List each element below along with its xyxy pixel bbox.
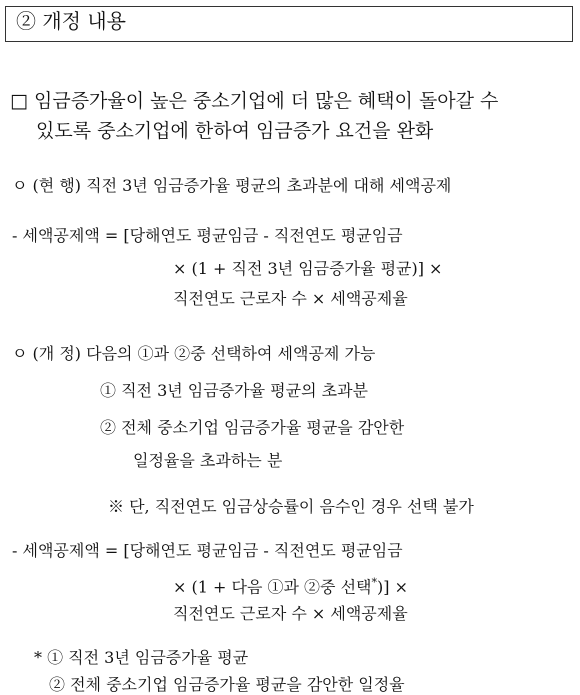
- footnote-marker: *: [371, 576, 377, 589]
- footnote-1: * ① 직전 3년 임금증가율 평균: [34, 648, 249, 667]
- formula-revised-2: [173, 573, 408, 597]
- formula-revised-2-main: × (1 + 다음 ①과 ②중 선택: [173, 577, 372, 597]
- note-exception: ※ 단, 직전연도 임금상승률이 음수인 경우 선택 불가: [108, 497, 474, 516]
- revised-rule: ㅇ (개 정) 다음의 ①과 ②중 선택하여 세액공제 가능: [12, 344, 376, 363]
- formula-revised-2-end: )] ×: [377, 577, 408, 597]
- option-2: ② 전체 중소기업 임금증가율 평균을 감안한: [100, 418, 405, 437]
- footnote-2: ② 전체 중소기업 임금증가율 평균을 감안한 일정율: [49, 675, 405, 694]
- bullet-line-1: □ 임금증가율이 높은 중소기업에 더 많은 혜택이 돌아갈 수: [10, 90, 499, 112]
- current-rule: ㅇ (현 행) 직전 3년 임금증가율 평균의 초과분에 대해 세액공제: [12, 176, 452, 195]
- formula-revised-3: 직전연도 근로자 수 × 세액공제율: [173, 604, 408, 623]
- formula-current-3: 직전연도 근로자 수 × 세액공제율: [173, 289, 408, 308]
- formula-current-1: - 세액공제액 = [당해연도 평균임금 - 직전연도 평균임금: [12, 226, 403, 245]
- section-title: ② 개정 내용: [16, 9, 126, 33]
- option-2-cont: 일정율을 초과하는 분: [133, 451, 283, 470]
- option-1: ① 직전 3년 임금증가율 평균의 초과분: [100, 381, 368, 400]
- formula-current-2: × (1 + 직전 3년 임금증가율 평균)] ×: [173, 259, 443, 278]
- bullet-line-2: 있도록 중소기업에 한하여 임금증가 요건을 완화: [36, 120, 434, 142]
- formula-revised-1: - 세액공제액 = [당해연도 평균임금 - 직전연도 평균임금: [12, 541, 403, 560]
